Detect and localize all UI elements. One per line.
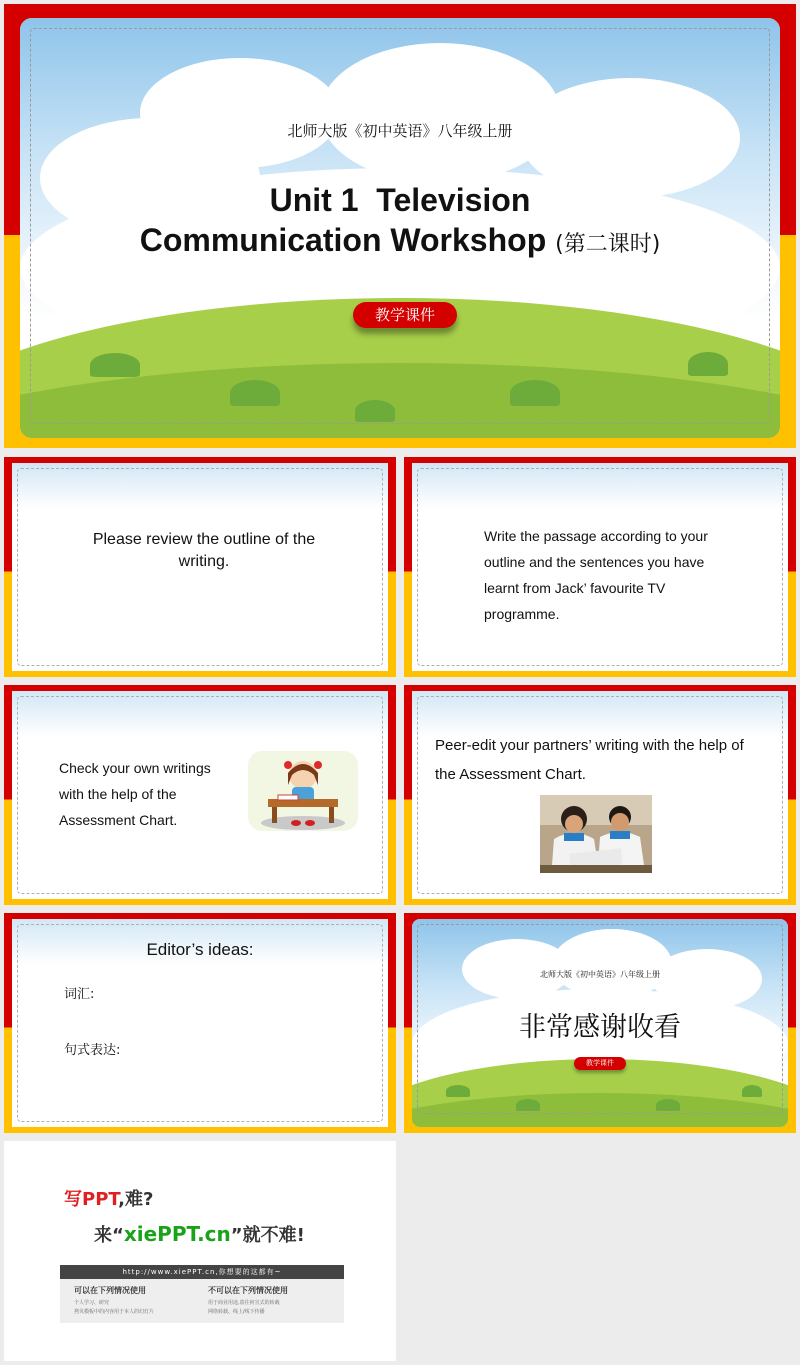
ad-line2-pre: 来“ [94, 1225, 124, 1246]
cover-panel [20, 18, 780, 438]
ad-site-link[interactable]: xiePPT.cn [123, 1222, 231, 1246]
ad-allowed-item: 个人学习、研究 [74, 1300, 110, 1306]
slide-panel [12, 919, 388, 1127]
slide-text: Please review the outline of the writing. [92, 531, 316, 570]
slide-panel [12, 463, 388, 671]
slide-peer-edit [404, 685, 796, 905]
slide-heading: Editor’s ideas: [146, 940, 254, 959]
ad-allowed-col [74, 1285, 199, 1315]
slide-text: Peer-edit your partners’ writing with the help of the Assessment Chart. [435, 737, 744, 783]
badge-button[interactable]: 教学课件 [574, 1057, 626, 1070]
publisher-line: 北师大版《初中英语》八年级上册 [287, 122, 513, 140]
girl-studying-illustration [248, 751, 358, 831]
ad-line1-red: 写PPT [64, 1189, 119, 1210]
publisher-line: 北师大版《初中英语》八年级上册 [540, 970, 660, 979]
slide-write-passage [404, 457, 796, 677]
slide-panel [412, 463, 788, 671]
ad-line1 [64, 1185, 153, 1211]
slide-panel [412, 691, 788, 899]
slide-editor-ideas [4, 913, 396, 1133]
ad-forbidden-col [208, 1285, 338, 1315]
ad-allowed-item: 拷贝模板中的内容用于本人的幻灯片 [74, 1309, 155, 1315]
badge-button[interactable]: 教学课件 [353, 302, 457, 328]
title-main: Communication Workshop [139, 222, 547, 258]
slide-review-outline [4, 457, 396, 677]
slide-text: Check your own writings with the help of the Assessment Chart. [59, 760, 211, 828]
ad-info-box [60, 1265, 344, 1323]
label-sentence: 句式表达: [64, 1043, 121, 1058]
slide-text: Write the passage according to your outline and the sentences you have learnt from Jack’ favourite TV programme. [484, 528, 708, 622]
ad-forbidden-item: 用于商业用途,盗往何宣式的转载 [208, 1300, 280, 1306]
ad-allowed-title: 可以在下列情况使用 [74, 1286, 146, 1295]
title-suffix: (第二课时) [555, 232, 661, 257]
slide-check-writings [4, 685, 396, 905]
cover-slide [4, 4, 796, 448]
title-line1: Unit 1 Television [269, 182, 531, 218]
slide-thanks [404, 913, 796, 1133]
students-photo [540, 795, 652, 873]
ad-slide [4, 1141, 396, 1361]
slide-panel [412, 919, 788, 1127]
ad-line1-rest: ,难? [118, 1189, 154, 1210]
ad-url-bar[interactable]: http://www.xiePPT.cn,你想要的这都有~ [60, 1265, 344, 1279]
title-line2 [20, 222, 780, 259]
ad-forbidden-title: 不可以在下列情况使用 [208, 1286, 288, 1295]
ad-line2 [94, 1221, 305, 1247]
slide-panel [12, 691, 388, 899]
ad-line2-post: ”就不难! [230, 1225, 305, 1246]
ad-forbidden-item: 网络转载、线上/线下传播 [208, 1309, 265, 1315]
thanks-title: 非常感谢收看 [519, 1012, 681, 1043]
label-vocabulary: 词汇: [64, 987, 95, 1002]
